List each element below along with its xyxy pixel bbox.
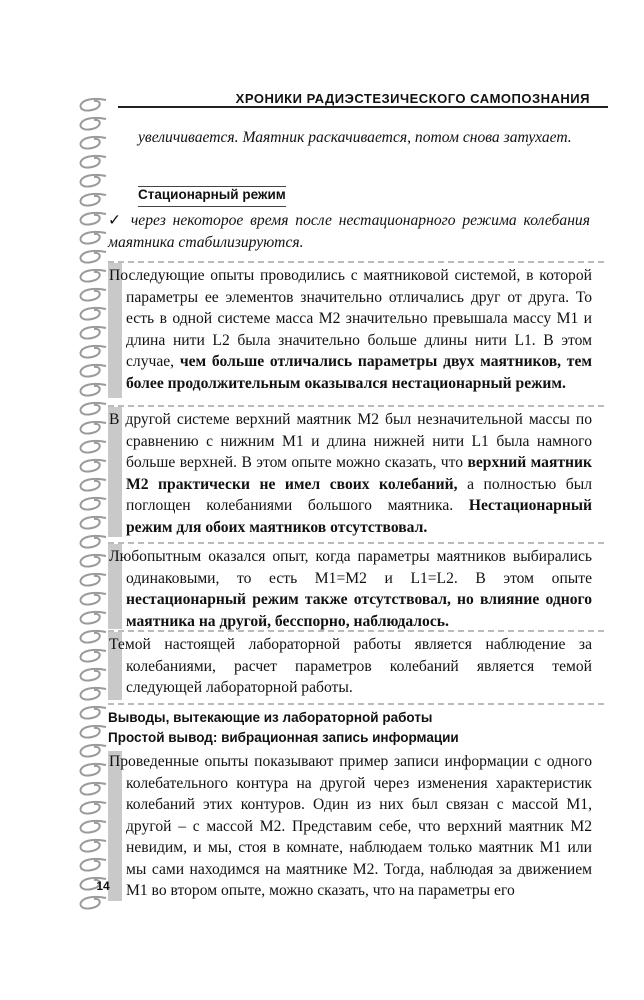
separator — [108, 405, 604, 407]
conclusions-text: Проведенные опыты показывают пример записи информации с одного колебательного контура на другой через изменения характеристик колебаний этих контуров. Один из них был связан с массой М1, другой – с массой М2. Представим себе, что верхний маятник М2 невидим, и мы, стоя в комнате, наблюдаем только маятник М1 или мы сами находимся на маятнике М2. Тогда, наблюдая за движением М1 во втором опыте, можно сказать, что на параметры его — [109, 753, 592, 899]
para-3 — [109, 546, 592, 632]
para-2 — [109, 409, 593, 538]
page-number: 14 — [96, 879, 110, 893]
intro-text: увеличивается. Маятник раскачивается, потом снова затухает. — [138, 129, 572, 146]
separator — [108, 542, 604, 544]
para3-text: Любопытным оказался опыт, когда параметры маятников выбирались одинаковыми, то есть М1=М2 и L1=L2. В этом опыте — [109, 548, 592, 587]
heading-rule-bottom — [138, 206, 286, 207]
spiral-binding-icon — [72, 92, 112, 912]
para1-text: Последующие опыты проводились с маятниковой системой, в которой параметры ее элементов значительно отличались друг от друга. То есть в одной системе масса М2 значительно превышала массу М1 и длина нити L2 была значительно больше длины нити L1. В этом случае, — [109, 267, 592, 370]
para2-text1: В другой системе верхний маятник М2 был незначительной массы по сравнению с нижним М1 и длина нижней нити L1 была намного больше верхней. В этом опыте можно сказать, что — [109, 411, 592, 471]
stationary-block — [108, 210, 590, 253]
para1-bold: чем больше отличались параметры двух маятников, тем более продолжительным оказывался нестационарный режим. — [126, 353, 593, 392]
header-rule — [118, 106, 608, 108]
separator — [108, 703, 604, 705]
para2-bold2: Нестационарный режим для обоих маятников отсутствовал. — [126, 497, 592, 536]
checkmark-icon: ✓ — [108, 212, 124, 229]
separator — [108, 261, 604, 263]
para2-bold1: верхний маятник М2 практически не имел своих колебаний, — [126, 454, 592, 493]
para2-text2: а полностью был поглощен колебаниями большого маятника. — [126, 475, 593, 514]
para-4: Темой настоящей лабораторной работы является наблюдение за колебаниями, расчет параметров колебаний является темой следующей лабораторной работы. — [109, 636, 592, 696]
separator — [108, 630, 604, 632]
stationary-text: через некоторое время после нестационарного режима колебания маятника стабилизируются. — [108, 212, 590, 251]
stationary-heading: Стационарный режим — [138, 187, 286, 202]
conclusions-subheading: Простой вывод: вибрационная запись информации — [108, 730, 459, 745]
running-header — [118, 86, 608, 106]
conclusions-heading: Выводы, вытекающие из лабораторной работы — [108, 710, 433, 725]
para-1 — [109, 265, 593, 394]
heading-rule-top — [138, 186, 286, 187]
header-title: ХРОНИКИ РАДИЭСТЕЗИЧЕСКОГО САМОПОЗНАНИЯ — [235, 91, 590, 106]
para3-bold: нестационарный режим также отсутствовал, но влияние одного маятника на другой, бесспорно, наблюдалось. — [126, 591, 592, 630]
